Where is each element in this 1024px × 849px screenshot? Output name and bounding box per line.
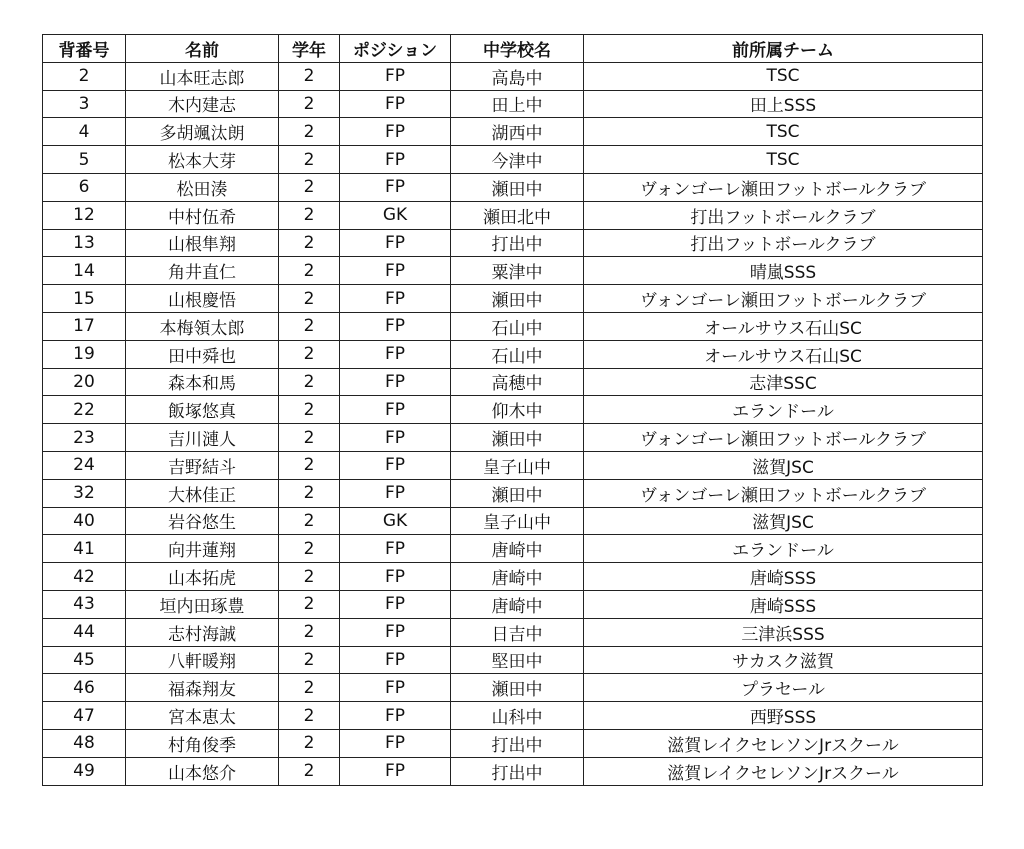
table-row — [43, 173, 983, 201]
cell-name: 本梅領太郎 — [126, 312, 279, 340]
table-row — [43, 702, 983, 730]
cell-grade: 2 — [279, 173, 340, 201]
cell-position: FP — [340, 702, 451, 730]
cell-grade: 2 — [279, 424, 340, 452]
cell-name: 志村海誠 — [126, 618, 279, 646]
cell-grade: 2 — [279, 674, 340, 702]
cell-school: 唐崎中 — [451, 535, 584, 563]
col-prev-team-header: 前所属チーム — [584, 35, 983, 63]
roster-table — [42, 34, 983, 786]
cell-prev-team: エランドール — [584, 535, 983, 563]
cell-number: 3 — [43, 90, 126, 118]
col-school-header: 中学校名 — [451, 35, 584, 63]
cell-position: FP — [340, 396, 451, 424]
table-row — [43, 646, 983, 674]
cell-name: 宮本恵太 — [126, 702, 279, 730]
cell-grade: 2 — [279, 729, 340, 757]
cell-position: FP — [340, 173, 451, 201]
cell-grade: 2 — [279, 702, 340, 730]
cell-position: GK — [340, 201, 451, 229]
cell-school: 瀬田中 — [451, 173, 584, 201]
table-row — [43, 757, 983, 785]
cell-school: 打出中 — [451, 229, 584, 257]
cell-number: 14 — [43, 257, 126, 285]
cell-name: 角井直仁 — [126, 257, 279, 285]
cell-grade: 2 — [279, 340, 340, 368]
cell-school: 石山中 — [451, 340, 584, 368]
cell-school: 田上中 — [451, 90, 584, 118]
cell-number: 48 — [43, 729, 126, 757]
cell-name: 山根隼翔 — [126, 229, 279, 257]
cell-number: 2 — [43, 62, 126, 90]
cell-number: 43 — [43, 590, 126, 618]
cell-school: 高穂中 — [451, 368, 584, 396]
cell-number: 6 — [43, 173, 126, 201]
cell-prev-team: プラセール — [584, 674, 983, 702]
cell-prev-team: オールサウス石山SC — [584, 312, 983, 340]
cell-number: 13 — [43, 229, 126, 257]
cell-position: FP — [340, 90, 451, 118]
cell-name: 村角俊季 — [126, 729, 279, 757]
cell-name: 山本悠介 — [126, 757, 279, 785]
cell-grade: 2 — [279, 618, 340, 646]
cell-position: FP — [340, 535, 451, 563]
cell-grade: 2 — [279, 563, 340, 591]
cell-school: 日吉中 — [451, 618, 584, 646]
cell-grade: 2 — [279, 646, 340, 674]
cell-name: 垣内田琢豊 — [126, 590, 279, 618]
cell-name: 山本旺志郎 — [126, 62, 279, 90]
cell-school: 瀬田中 — [451, 479, 584, 507]
cell-school: 皇子山中 — [451, 451, 584, 479]
cell-school: 粟津中 — [451, 257, 584, 285]
table-row — [43, 563, 983, 591]
cell-school: 瀬田中 — [451, 674, 584, 702]
cell-number: 5 — [43, 146, 126, 174]
cell-position: FP — [340, 646, 451, 674]
cell-name: 山根慶悟 — [126, 285, 279, 313]
table-row — [43, 118, 983, 146]
table-row — [43, 146, 983, 174]
cell-grade: 2 — [279, 62, 340, 90]
cell-name: 田中舜也 — [126, 340, 279, 368]
table-row — [43, 507, 983, 535]
cell-name: 向井蓮翔 — [126, 535, 279, 563]
table-row — [43, 424, 983, 452]
cell-name: 吉野結斗 — [126, 451, 279, 479]
cell-number: 20 — [43, 368, 126, 396]
table-body — [43, 62, 983, 785]
cell-position: FP — [340, 618, 451, 646]
table-row — [43, 62, 983, 90]
cell-grade: 2 — [279, 201, 340, 229]
cell-prev-team: 晴嵐SSS — [584, 257, 983, 285]
cell-name: 八軒暖翔 — [126, 646, 279, 674]
cell-school: 堅田中 — [451, 646, 584, 674]
cell-grade: 2 — [279, 90, 340, 118]
cell-prev-team: TSC — [584, 62, 983, 90]
table-row — [43, 229, 983, 257]
col-grade-header: 学年 — [279, 35, 340, 63]
table-row — [43, 368, 983, 396]
cell-name: 中村伍希 — [126, 201, 279, 229]
cell-school: 打出中 — [451, 757, 584, 785]
cell-prev-team: 西野SSS — [584, 702, 983, 730]
table-header — [43, 35, 983, 63]
cell-position: FP — [340, 229, 451, 257]
cell-name: 木内建志 — [126, 90, 279, 118]
table-row — [43, 590, 983, 618]
col-name-header: 名前 — [126, 35, 279, 63]
cell-number: 40 — [43, 507, 126, 535]
cell-number: 4 — [43, 118, 126, 146]
cell-prev-team: ヴォンゴーレ瀬田フットボールクラブ — [584, 285, 983, 313]
table-row — [43, 340, 983, 368]
cell-name: 多胡颯汰朗 — [126, 118, 279, 146]
cell-school: 瀬田中 — [451, 424, 584, 452]
cell-position: FP — [340, 340, 451, 368]
cell-position: FP — [340, 424, 451, 452]
cell-name: 松田湊 — [126, 173, 279, 201]
cell-prev-team: ヴォンゴーレ瀬田フットボールクラブ — [584, 424, 983, 452]
cell-school: 今津中 — [451, 146, 584, 174]
table-row — [43, 674, 983, 702]
table-row — [43, 451, 983, 479]
cell-grade: 2 — [279, 590, 340, 618]
cell-school: 山科中 — [451, 702, 584, 730]
table-row — [43, 618, 983, 646]
cell-prev-team: エランドール — [584, 396, 983, 424]
cell-number: 49 — [43, 757, 126, 785]
cell-prev-team: 打出フットボールクラブ — [584, 229, 983, 257]
cell-number: 15 — [43, 285, 126, 313]
cell-prev-team: 滋賀JSC — [584, 451, 983, 479]
cell-prev-team: ヴォンゴーレ瀬田フットボールクラブ — [584, 479, 983, 507]
cell-number: 19 — [43, 340, 126, 368]
header-row — [43, 35, 983, 63]
cell-number: 42 — [43, 563, 126, 591]
table-row — [43, 479, 983, 507]
cell-school: 皇子山中 — [451, 507, 584, 535]
cell-position: FP — [340, 146, 451, 174]
cell-school: 唐崎中 — [451, 563, 584, 591]
cell-grade: 2 — [279, 451, 340, 479]
cell-prev-team: 田上SSS — [584, 90, 983, 118]
cell-number: 32 — [43, 479, 126, 507]
cell-prev-team: ヴォンゴーレ瀬田フットボールクラブ — [584, 173, 983, 201]
cell-name: 福森翔友 — [126, 674, 279, 702]
cell-prev-team: 志津SSC — [584, 368, 983, 396]
cell-position: FP — [340, 312, 451, 340]
cell-number: 22 — [43, 396, 126, 424]
cell-position: FP — [340, 563, 451, 591]
table-row — [43, 257, 983, 285]
cell-name: 吉川漣人 — [126, 424, 279, 452]
cell-position: FP — [340, 285, 451, 313]
cell-prev-team: TSC — [584, 118, 983, 146]
cell-prev-team: サカスク滋賀 — [584, 646, 983, 674]
table-row — [43, 312, 983, 340]
col-number-header: 背番号 — [43, 35, 126, 63]
cell-grade: 2 — [279, 118, 340, 146]
col-position-header: ポジション — [340, 35, 451, 63]
cell-school: 唐崎中 — [451, 590, 584, 618]
cell-grade: 2 — [279, 479, 340, 507]
cell-number: 46 — [43, 674, 126, 702]
cell-position: FP — [340, 674, 451, 702]
cell-position: FP — [340, 451, 451, 479]
cell-name: 松本大芽 — [126, 146, 279, 174]
cell-position: FP — [340, 479, 451, 507]
cell-position: FP — [340, 257, 451, 285]
cell-name: 森本和馬 — [126, 368, 279, 396]
cell-prev-team: 滋賀レイクセレソンJrスクール — [584, 757, 983, 785]
cell-position: FP — [340, 118, 451, 146]
table-row — [43, 535, 983, 563]
cell-number: 41 — [43, 535, 126, 563]
cell-grade: 2 — [279, 146, 340, 174]
cell-name: 岩谷悠生 — [126, 507, 279, 535]
cell-number: 47 — [43, 702, 126, 730]
cell-position: GK — [340, 507, 451, 535]
cell-name: 山本拓虎 — [126, 563, 279, 591]
cell-name: 飯塚悠真 — [126, 396, 279, 424]
cell-number: 45 — [43, 646, 126, 674]
cell-prev-team: 打出フットボールクラブ — [584, 201, 983, 229]
cell-school: 石山中 — [451, 312, 584, 340]
table-row — [43, 729, 983, 757]
cell-number: 23 — [43, 424, 126, 452]
cell-grade: 2 — [279, 368, 340, 396]
cell-grade: 2 — [279, 257, 340, 285]
cell-position: FP — [340, 729, 451, 757]
cell-school: 瀬田中 — [451, 285, 584, 313]
cell-grade: 2 — [279, 535, 340, 563]
cell-position: FP — [340, 590, 451, 618]
cell-prev-team: TSC — [584, 146, 983, 174]
table-row — [43, 90, 983, 118]
cell-number: 44 — [43, 618, 126, 646]
cell-school: 打出中 — [451, 729, 584, 757]
cell-prev-team: オールサウス石山SC — [584, 340, 983, 368]
cell-grade: 2 — [279, 229, 340, 257]
cell-school: 高島中 — [451, 62, 584, 90]
cell-grade: 2 — [279, 757, 340, 785]
cell-grade: 2 — [279, 507, 340, 535]
cell-name: 大林佳正 — [126, 479, 279, 507]
cell-number: 24 — [43, 451, 126, 479]
table-row — [43, 201, 983, 229]
table-row — [43, 285, 983, 313]
cell-grade: 2 — [279, 285, 340, 313]
cell-position: FP — [340, 757, 451, 785]
cell-prev-team: 滋賀JSC — [584, 507, 983, 535]
cell-number: 12 — [43, 201, 126, 229]
cell-prev-team: 唐崎SSS — [584, 563, 983, 591]
cell-grade: 2 — [279, 312, 340, 340]
cell-grade: 2 — [279, 396, 340, 424]
cell-prev-team: 三津浜SSS — [584, 618, 983, 646]
table-row — [43, 396, 983, 424]
cell-school: 湖西中 — [451, 118, 584, 146]
cell-school: 瀬田北中 — [451, 201, 584, 229]
cell-prev-team: 唐崎SSS — [584, 590, 983, 618]
cell-school: 仰木中 — [451, 396, 584, 424]
cell-number: 17 — [43, 312, 126, 340]
cell-position: FP — [340, 62, 451, 90]
cell-prev-team: 滋賀レイクセレソンJrスクール — [584, 729, 983, 757]
cell-position: FP — [340, 368, 451, 396]
